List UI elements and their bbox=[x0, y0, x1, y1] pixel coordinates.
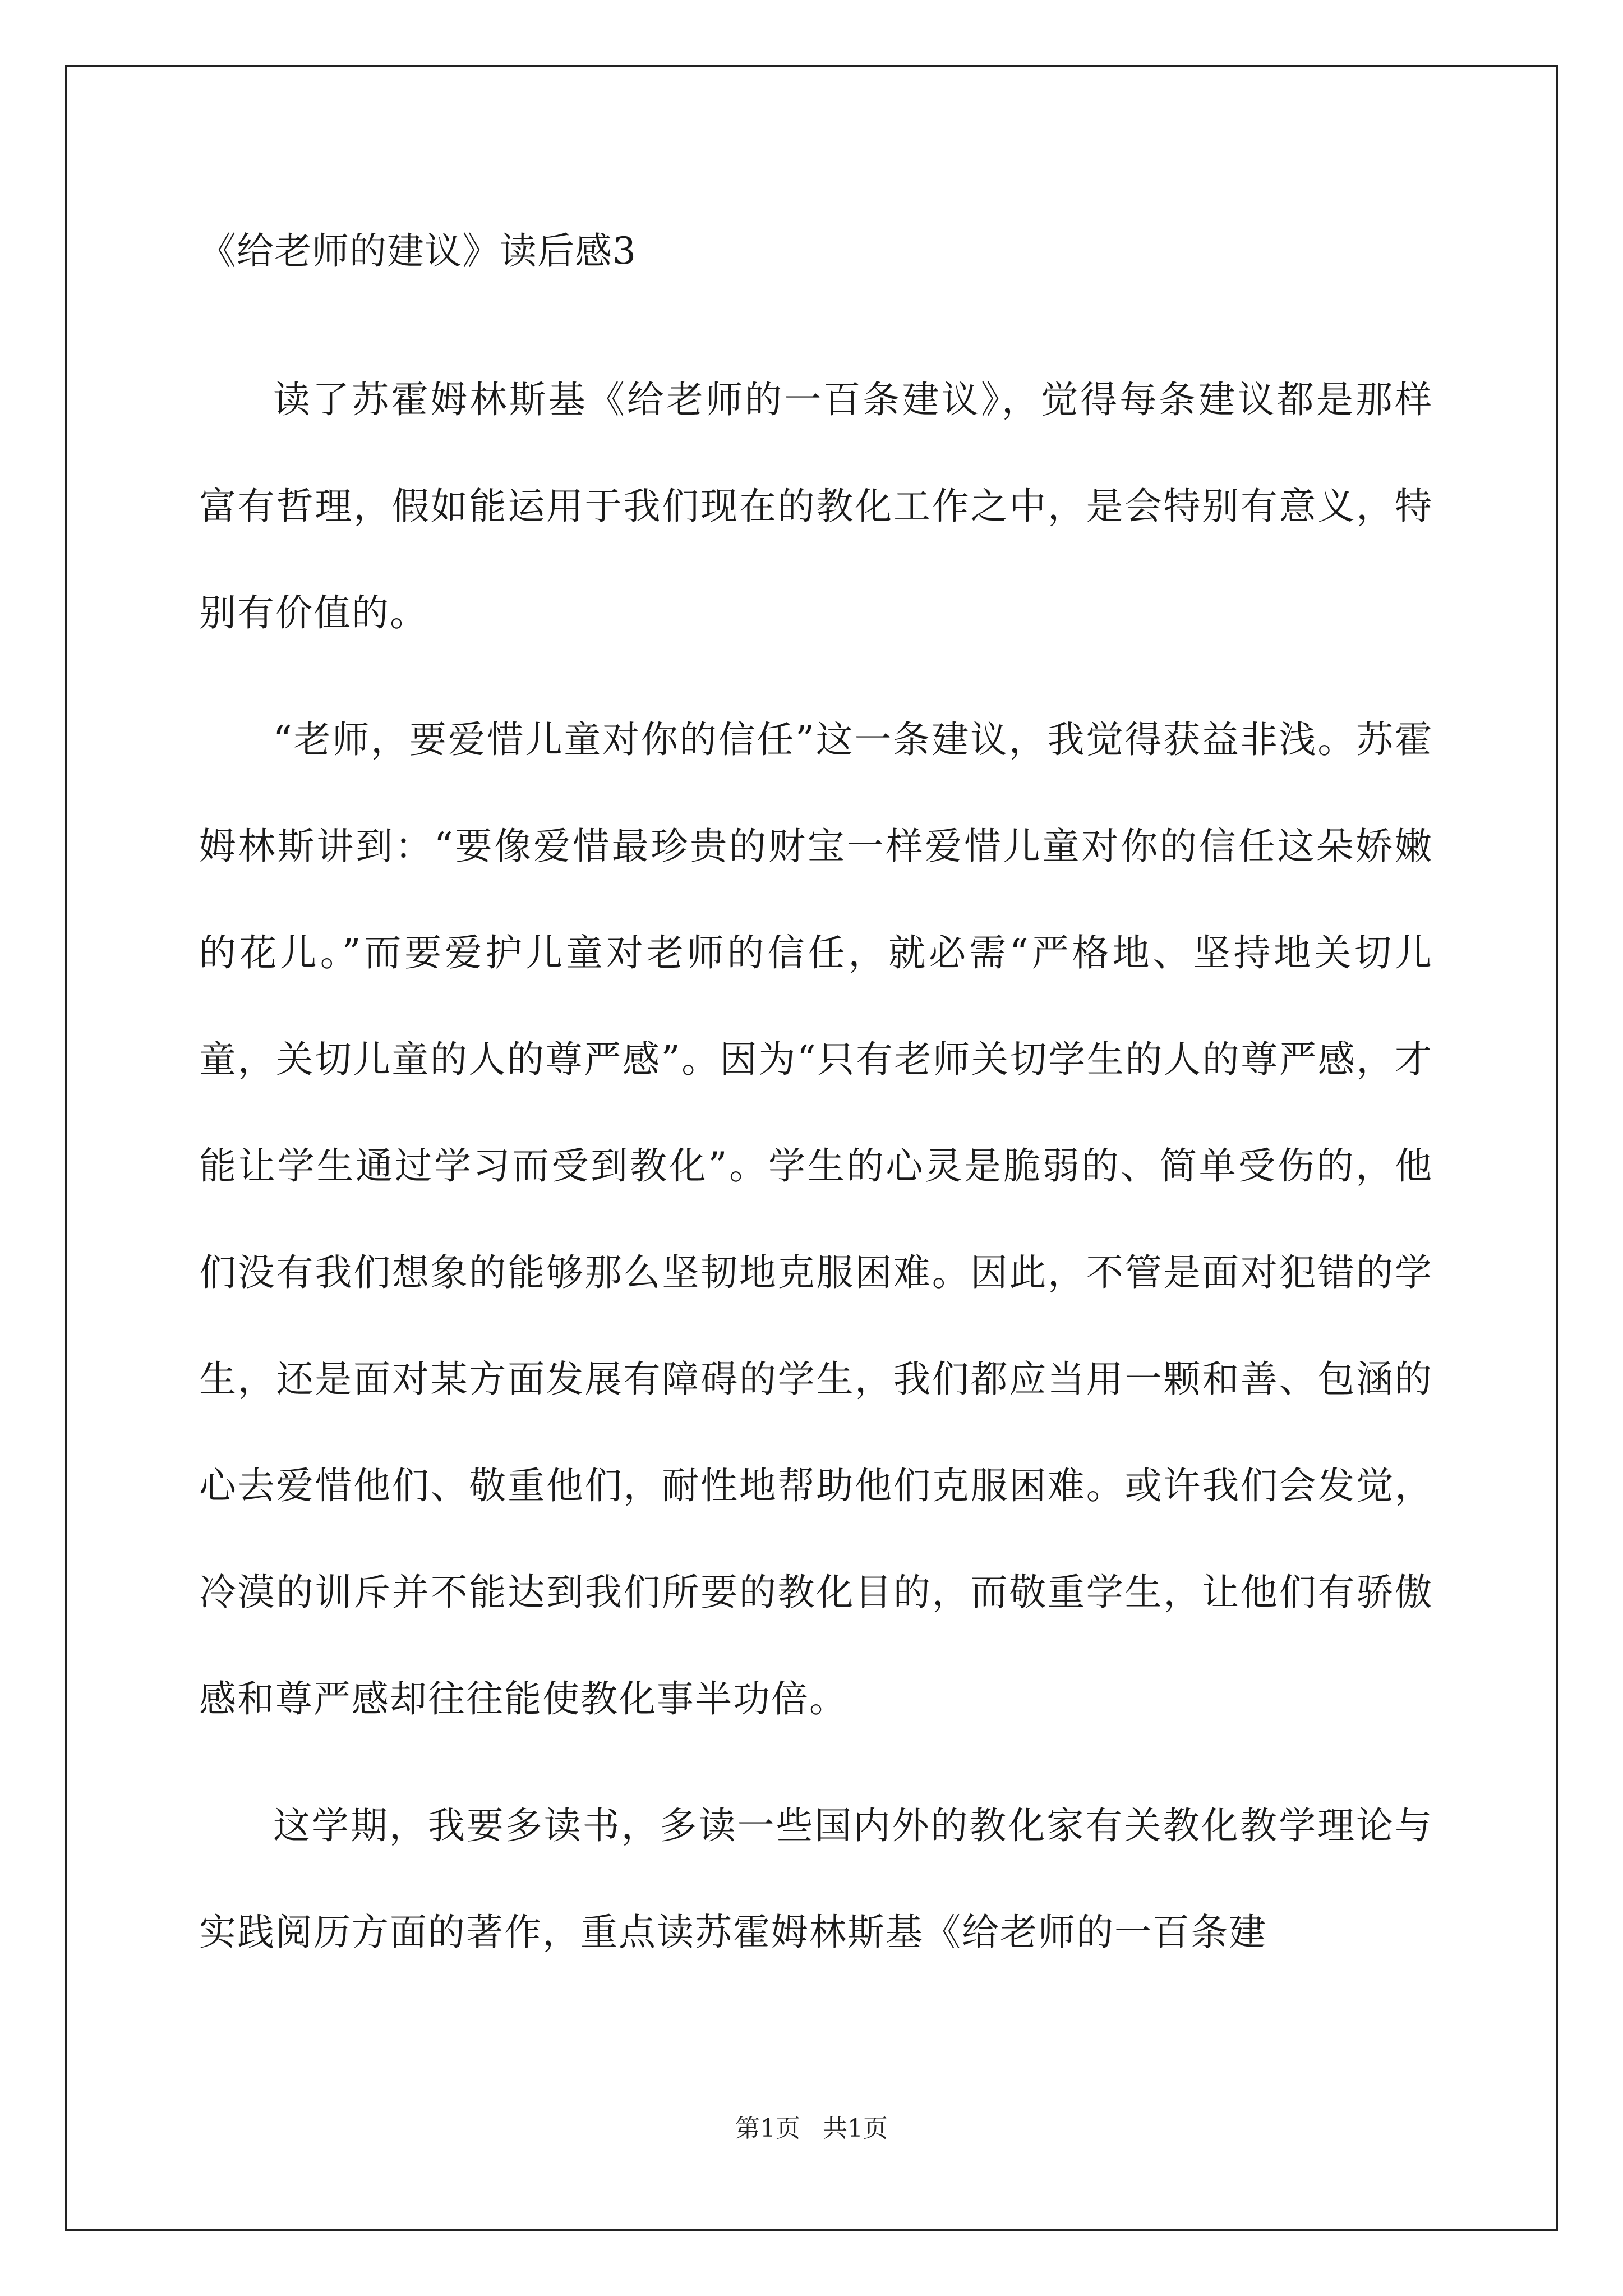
page-footer bbox=[0, 2112, 1623, 2146]
paragraph-2: “老师，要爱惜儿童对你的信任”这一条建议，我觉得获益非浅。苏霍姆林斯讲到：“要像爱惜最珍贵的财宝一样爱惜儿童对你的信任这朵娇嫩的花儿。”而要爱护儿童对老师的信任，就必需“严格地、坚持地关切儿童，关切儿童的人的尊严感”。因为“只有老师关切学生的人的尊严感，才能让学生通过学习而受到教化”。学生的心灵是脆弱的、简单受伤的，他们没有我们想象的能够那么坚韧地克服困难。因此，不管是面对犯错的学生，还是面对某方面发展有障碍的学生，我们都应当用一颗和善、包涵的心去爱惜他们、敬重他们，耐性地帮助他们克服困难。或许我们会发觉，冷漠的训斥并不能达到我们所要的教化目的，而敬重学生，让他们有骄傲感和尊严感却往往能使教化事半功倍。 bbox=[199, 718, 1433, 1720]
paragraph-3: 这学期，我要多读书，多读一些国内外的教化家有关教化教学理论与实践阅历方面的著作，重点读苏霍姆林斯基《给老师的一百条建 bbox=[199, 1804, 1433, 1954]
document-body bbox=[199, 212, 1433, 2006]
page-number-total: 共1页 bbox=[823, 2114, 888, 2143]
paragraph-1: 读了苏霍姆林斯基《给老师的一百条建议》，觉得每条建议都是那样富有哲理，假如能运用于我们现在的教化工作之中，是会特别有意义，特别有价值的。 bbox=[199, 378, 1433, 634]
document-title: 《给老师的建议》读后感3 bbox=[199, 229, 637, 273]
page-number-current: 第1页 bbox=[735, 2114, 800, 2143]
